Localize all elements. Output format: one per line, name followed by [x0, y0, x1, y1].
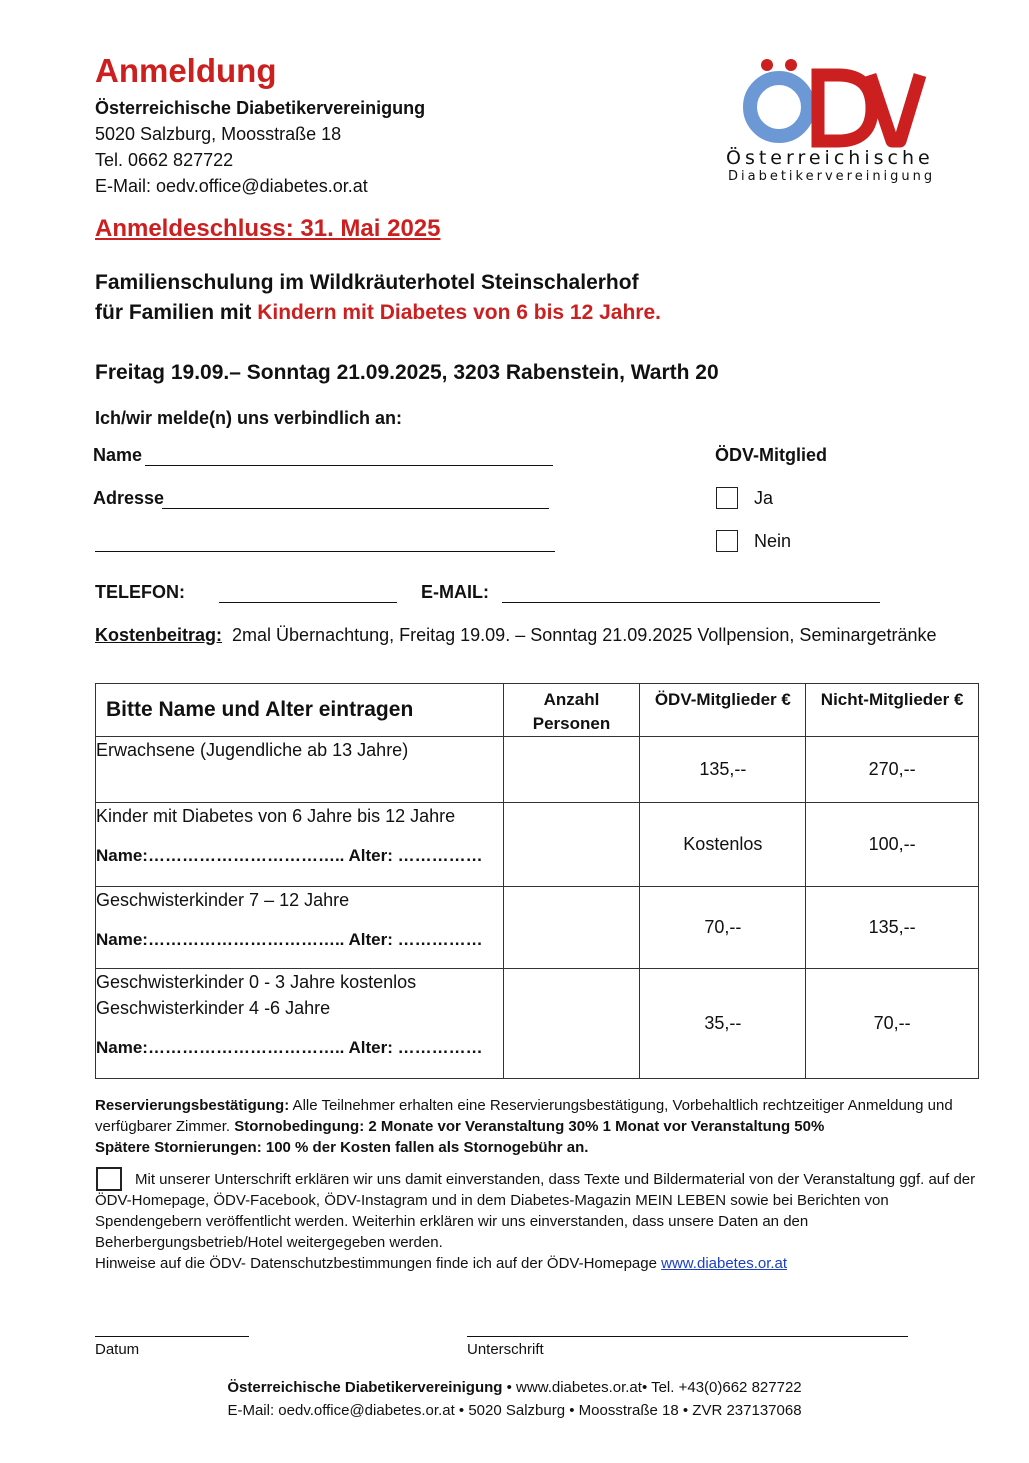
row-member-price: Kostenlos — [640, 803, 806, 887]
row-nonmember-price: 135,-- — [806, 887, 979, 969]
row-desc-cell — [96, 969, 504, 1079]
row-desc-2: Geschwisterkinder 4 -6 Jahre — [96, 998, 331, 1018]
event-audience-prefix: für Familien mit — [95, 301, 258, 324]
row-member-price: 70,-- — [640, 887, 806, 969]
reservation-text: Alle Teilnehmer erhalten eine Reservierungsbestätigung, Vorbehaltlich rechtzeitiger Anmeldung und verfügbarer Zimmer. — [95, 1097, 953, 1135]
consent-text: Mit unserer Unterschrift erklären wir uns damit einverstanden, dass Texte und Bildermaterial von der Veranstaltung ggf. auf der ÖDV-Homepage, ÖDV-Facebook, ÖDV-Instagram und in dem Diabetes-Magazin MEIN LEBEN sowie bei Berichten von Spendengebern veröffentlicht werden. Weiterhin erklären wir uns einverstanden, dass unsere Daten an den Beherbergungsbetrieb/Hotel weitergegeben werden. — [95, 1171, 976, 1251]
privacy-link[interactable]: www.diabetes.or.at — [661, 1255, 788, 1272]
email-label: E-MAIL: — [421, 582, 489, 602]
cost-line — [95, 625, 937, 646]
row-name-age-field[interactable]: Name:…………………………….. Alter: …………… — [96, 930, 483, 949]
member-no-checkbox[interactable] — [716, 530, 738, 552]
row-desc: Kinder mit Diabetes von 6 Jahre bis 12 Jahre — [96, 806, 456, 826]
row-member-price: 35,-- — [640, 969, 806, 1079]
cost-label: Kostenbeitrag: — [95, 625, 223, 645]
row-desc-cell — [96, 803, 504, 887]
org-name: Österreichische Diabetikervereinigung — [95, 98, 426, 118]
address-field-1[interactable] — [162, 488, 549, 509]
table-row — [96, 969, 979, 1079]
signature-label: Unterschrift — [467, 1341, 544, 1358]
table-row — [96, 803, 979, 887]
logo-line1: Österreichische — [726, 147, 934, 169]
row-nonmember-price: 100,-- — [806, 803, 979, 887]
table-row — [96, 737, 979, 803]
table-header-name: Bitte Name und Alter eintragen — [96, 684, 504, 737]
member-label: ÖDV-Mitglied — [715, 445, 827, 465]
member-no-label: Nein — [754, 531, 792, 551]
row-name-age-field[interactable]: Name:…………………………….. Alter: …………… — [96, 1038, 483, 1057]
row-name-age-field[interactable]: Name:…………………………….. Alter: …………… — [96, 846, 483, 865]
row-nonmember-price: 70,-- — [806, 969, 979, 1079]
registration-intro: Ich/wir melde(n) uns verbindlich an: — [95, 408, 403, 428]
table-header-row — [96, 684, 979, 737]
table-row — [96, 887, 979, 969]
row-count-cell[interactable] — [503, 969, 640, 1079]
name-label: Name — [93, 445, 143, 465]
event-audience-highlight: Kindern mit Diabetes von 6 bis 12 Jahre. — [257, 301, 661, 324]
table-header-nonmember: Nicht-Mitglieder € — [806, 684, 979, 737]
date-label: Datum — [95, 1341, 140, 1358]
org-phone: Tel. 0662 827722 — [95, 150, 234, 170]
storno-text: 2 Monate vor Veranstaltung 30% 1 Monat vor Veranstaltung 50% — [364, 1118, 825, 1135]
privacy-prefix: Hinweise auf die ÖDV- Datenschutzbestimmungen finde ich auf der ÖDV-Homepage — [95, 1255, 662, 1272]
cost-text: 2mal Übernachtung, Freitag 19.09. – Sonntag 21.09.2025 Vollpension, Seminargetränke — [232, 625, 937, 645]
row-nonmember-price: 270,-- — [806, 737, 979, 803]
storno-label: Stornobedingung: — [234, 1118, 365, 1135]
row-desc: Erwachsene (Jugendliche ab 13 Jahre) — [96, 737, 504, 803]
member-yes-label: Ja — [754, 488, 774, 508]
footer-line-2: E-Mail: oedv.office@diabetes.or.at • 5020 Salzburg • Moosstraße 18 • ZVR 237137068 — [227, 1402, 802, 1419]
event-dates: Freitag 19.09.– Sonntag 21.09.2025, 3203 Rabenstein, Warth 20 — [95, 361, 719, 384]
row-desc: Geschwisterkinder 7 – 12 Jahre — [96, 890, 350, 910]
name-field[interactable] — [145, 445, 553, 466]
footer-line-1 — [0, 1376, 1029, 1399]
row-count-cell[interactable] — [503, 803, 640, 887]
footer-contact: • www.diabetes.or.at• Tel. +43(0)662 827722 — [502, 1379, 802, 1396]
late-cancellation: Spätere Stornierungen: 100 % der Kosten fallen als Stornogebühr an. — [95, 1139, 589, 1156]
oedv-logo — [720, 55, 950, 190]
signature-field[interactable] — [467, 1318, 908, 1337]
org-address: 5020 Salzburg, Moosstraße 18 — [95, 124, 342, 144]
email-field[interactable] — [502, 582, 880, 603]
event-title: Familienschulung im Wildkräuterhotel Steinschalerhof — [95, 271, 639, 294]
phone-field[interactable] — [219, 582, 397, 603]
row-desc-cell — [96, 887, 504, 969]
fee-table — [95, 683, 979, 1079]
reservation-label: Reservierungsbestätigung: — [95, 1097, 290, 1114]
reservation-terms — [95, 1095, 985, 1158]
registration-deadline: Anmeldeschluss: 31. Mai 2025 — [95, 215, 441, 242]
row-count-cell[interactable] — [503, 887, 640, 969]
privacy-line — [95, 1253, 985, 1274]
row-member-price: 135,-- — [640, 737, 806, 803]
date-field[interactable] — [95, 1318, 249, 1337]
org-email: E-Mail: oedv.office@diabetes.or.at — [95, 176, 368, 196]
table-header-member: ÖDV-Mitglieder € — [640, 684, 806, 737]
page-title: Anmeldung — [95, 52, 277, 89]
phone-label: TELEFON: — [95, 582, 185, 602]
address-label: Adresse — [93, 488, 165, 508]
logo-line2: Diabetikervereinigung — [728, 169, 936, 184]
row-desc: Geschwisterkinder 0 - 3 Jahre kostenlos — [96, 972, 417, 992]
member-yes-checkbox[interactable] — [716, 487, 738, 509]
row-count-cell[interactable] — [503, 737, 640, 803]
address-field-2[interactable] — [95, 531, 555, 552]
table-header-count: Anzahl Personen — [503, 684, 640, 737]
event-audience — [95, 301, 661, 325]
footer-org: Österreichische Diabetikervereinigung — [227, 1379, 503, 1396]
